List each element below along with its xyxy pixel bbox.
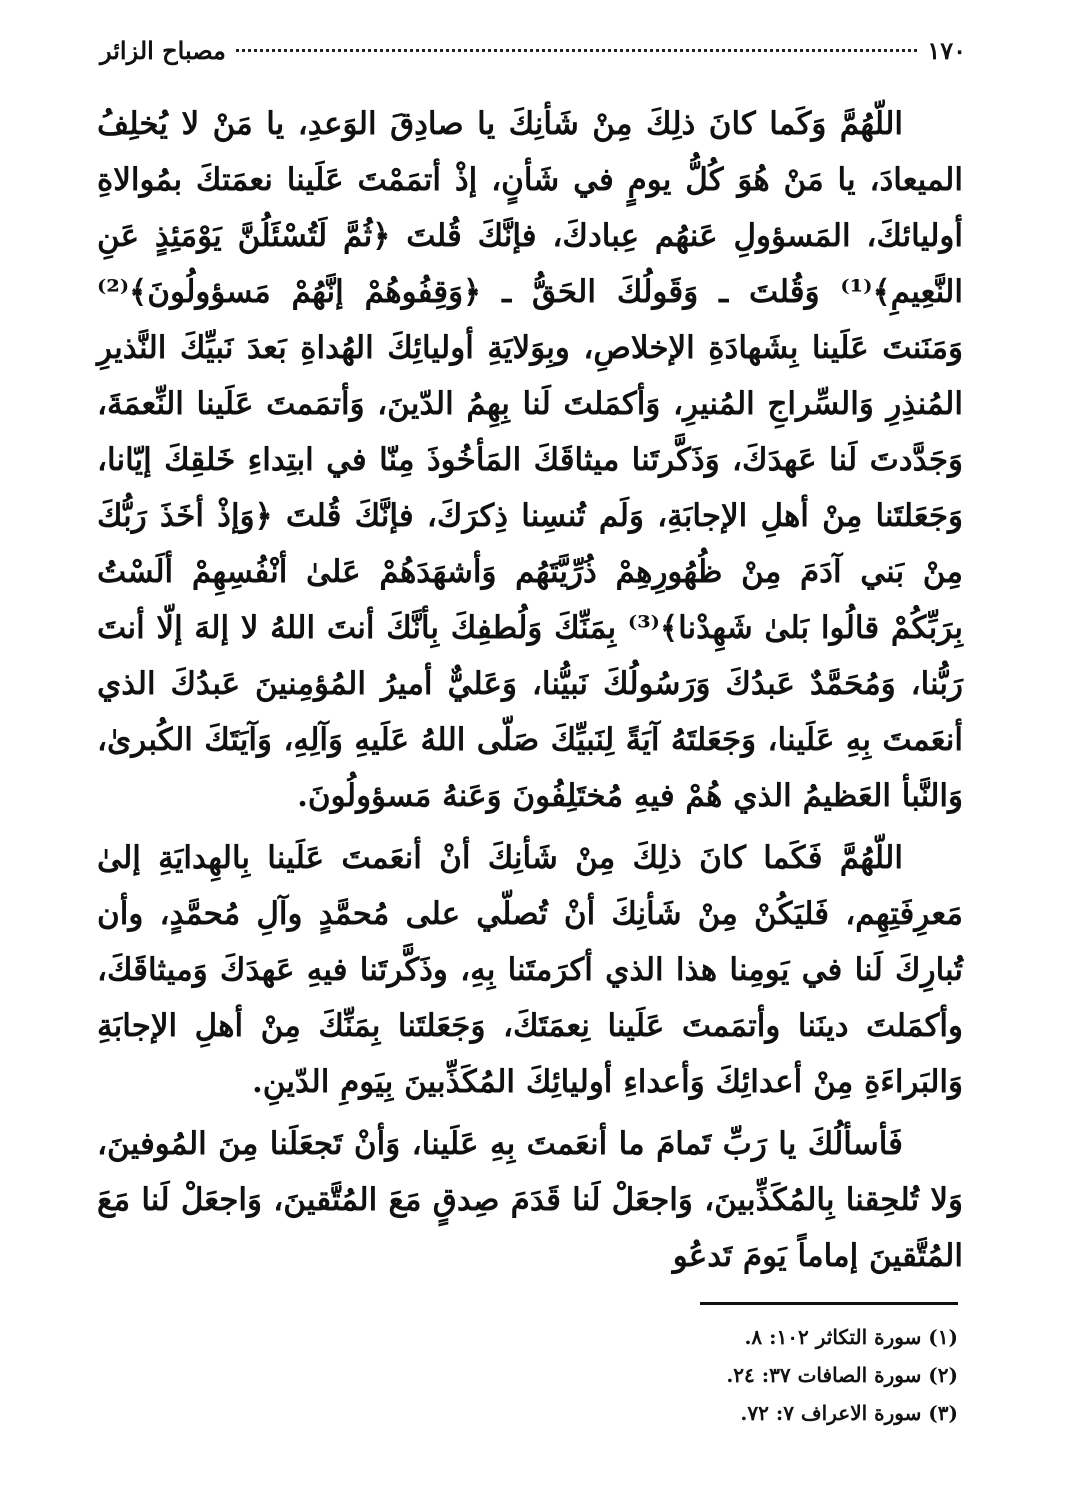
paragraph-1: اللّهُمَّ وَكَما كانَ ذلِكَ مِنْ شَأنِكَ يا صادِقَ الوَعدِ، يا مَنْ لا يُخلِفُ الميعادَ، يا مَنْ هُوَ كُلُّ يومٍ في شَأنٍ، إذْ أتمَمْتَ عَلَينا نعمَتكَ بمُوالاةِ أوليائكَ، المَسؤولِ عَنهُم عِبادكَ، فإنَّكَ قُلتَ ﴿ثُمَّ لَتُسْئَلُنَّ يَوْمَئِذٍ عَنِ النَّعِيمِ﴾⁽¹⁾ وَقُلتَ ـ وَقَولُكَ الحَقُّ ـ ﴿وَقِفُوهُمْ إنَّهُمْ مَسؤولُونَ﴾⁽²⁾ وَمَنَنتَ عَلَينا بِشَهادَةِ الإخلاصِ، وبِوَلايَةِ أوليائِكَ الهُداةِ بَعدَ نَبيِّكَ النَّذيرِ المُنذِرِ وَالسِّراجِ المُنيرِ، وَأكمَلتَ لَنا بِهِمُ الدّينَ، وَأتمَمتَ عَلَينا النِّعمَةَ، وَجَدَّدتَ لَنا عَهدَكَ، وَذَكَّرتَنا ميثاقَكَ المَأخُوذَ مِنّا في ابتِداءِ خَلقِكَ إيّانا، وَجَعَلتَنا مِنْ أهلِ الإجابَةِ، وَلَم تُنسِنا ذِكرَكَ، فإنَّكَ قُلتَ ﴿وَإذْ أخَذَ رَبُّكَ مِنْ بَني آدَمَ مِنْ ظُهُورِهِمْ ذُرِّيَّتَهُم وَأشهَدَهُمْ عَلىٰ أنْفُسِهِمْ ألَسْتُ بِرَبِّكُمْ قالُوا بَلىٰ شَهِدْنا﴾⁽³⁾ بِمَنِّكَ وَلُطفِكَ بِأنَّكَ أنتَ اللهُ لا إلهَ إلّا أنتَ رَبُّنا، وَمُحَمَّدٌ عَبدُكَ وَرَسُولُكَ نَبيُّنا، وَعَليٌّ أميرُ المُؤمِنينَ عَبدُكَ الذي أنعَمتَ بِهِ عَلَينا، وَجَعَلتَهُ آيَةً لِنَبيِّكَ صَلّى اللهُ عَلَيهِ وَآلِهِ، وَآيَتَكَ الكُبرىٰ، وَالنَّبأ العَظيمُ الذي هُمْ فيهِ مُختَلِفُونَ وَعَنهُ مَسؤولُونَ. <box>97 106 963 814</box>
paragraph-3: فَأسألُكَ يا رَبِّ تَمامَ ما أنعَمتَ بِهِ عَلَينا، وَأنْ تَجعَلَنا مِنَ المُوفينَ، وَلا تُلحِقنا بِالمُكَذِّبينَ، وَاجعَلْ لَنا قَدَمَ صِدقٍ مَعَ المُتَّقينَ، وَاجعَلْ لَنا مَعَ المُتَّقينَ إماماً يَومَ تَدعُو <box>97 1126 963 1274</box>
footnote-2: (٢) سورة الصافات ٣٧: ٢٤. <box>726 1363 958 1387</box>
footnotes <box>600 1318 958 1432</box>
header-dot-leader <box>236 49 917 52</box>
main-text <box>97 96 963 1290</box>
footnote-1: (١) سورة التكاثر ١٠٢: ٨. <box>744 1325 958 1349</box>
page-number: ١٧٠ <box>927 35 966 65</box>
footnote-3: (٣) سورة الاعراف ٧: ٧٢. <box>740 1401 958 1425</box>
paragraph-2: اللّهُمَّ فَكَما كانَ ذلِكَ مِنْ شَأنِكَ أنْ أنعَمتَ عَلَينا بِالهِدايَةِ إلىٰ مَعرِفَتِهِم، فَليَكُنْ مِنْ شَأنِكَ أنْ تُصلّي على مُحمَّدٍ وآلِ مُحمَّدٍ، وأن تُبارِكَ لَنا في يَومِنا هذا الذي أكرَمتَنا بِهِ، وذَكَّرتَنا فيهِ عَهدَكَ وَميثاقَكَ، وأكمَلتَ دينَنا وأتمَمتَ عَلَينا نِعمَتَكَ، وَجَعَلتَنا بِمَنِّكَ مِنْ أهلِ الإجابَةِ وَالبَراءَةِ مِنْ أعدائِكَ وَأعداءِ أوليائِكَ المُكَذِّبينَ بِيَومِ الدّينِ. <box>97 840 964 1100</box>
page-header <box>100 30 966 70</box>
footnote-divider <box>700 1302 958 1305</box>
book-title: مصباح الزائر <box>100 35 226 65</box>
